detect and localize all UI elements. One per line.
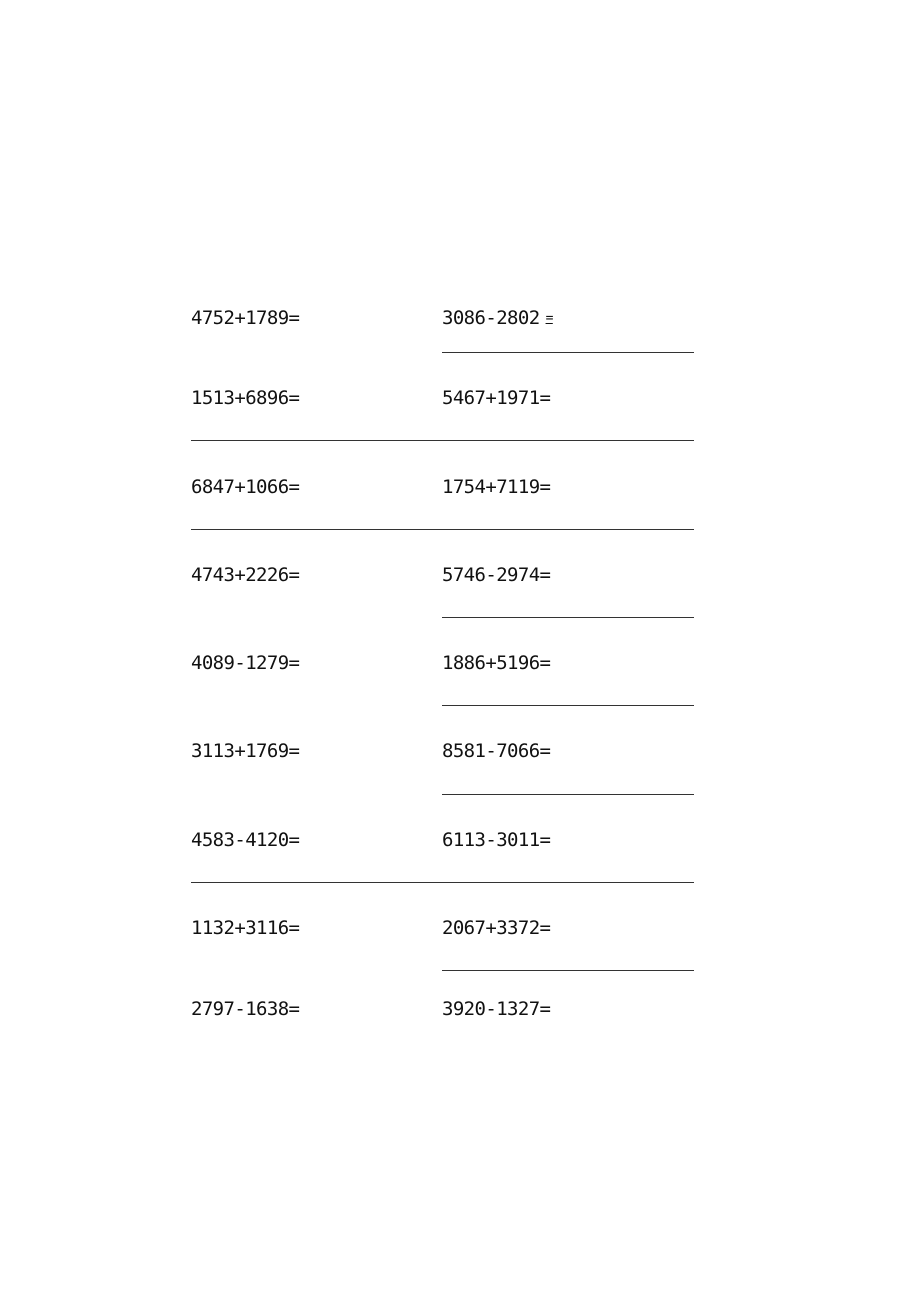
problem-1-left: 4752+1789= <box>191 307 300 329</box>
answer-line-2 <box>191 440 694 441</box>
answer-line-1-right <box>442 352 694 353</box>
problem-2-left: 1513+6896= <box>191 387 300 409</box>
problem-7-right: 6113-3011= <box>442 829 551 851</box>
answer-line-5-right <box>442 705 694 706</box>
answer-line-4-right <box>442 617 694 618</box>
problem-4-left: 4743+2226= <box>191 564 300 586</box>
problem-9-right: 3920-1327= <box>442 998 551 1020</box>
problem-1-right <box>442 307 553 332</box>
problem-6-right: 8581-7066= <box>442 740 551 762</box>
problem-3-right: 1754+7119= <box>442 476 551 498</box>
problem-5-right: 1886+5196= <box>442 652 551 674</box>
problem-1-right-equals-mark: = <box>545 311 553 326</box>
answer-line-6-right <box>442 794 694 795</box>
problem-1-right-text: 3086-2802 <box>442 307 540 329</box>
problem-8-right: 2067+3372= <box>442 917 551 939</box>
answer-line-3 <box>191 529 694 530</box>
problem-2-right: 5467+1971= <box>442 387 551 409</box>
problem-7-left: 4583-4120= <box>191 829 300 851</box>
problem-4-right: 5746-2974= <box>442 564 551 586</box>
answer-line-8-right <box>442 970 694 971</box>
problem-6-left: 3113+1769= <box>191 740 300 762</box>
answer-line-7 <box>191 882 694 883</box>
problem-8-left: 1132+3116= <box>191 917 300 939</box>
problem-5-left: 4089-1279= <box>191 652 300 674</box>
problem-3-left: 6847+1066= <box>191 476 300 498</box>
problem-9-left: 2797-1638= <box>191 998 300 1020</box>
